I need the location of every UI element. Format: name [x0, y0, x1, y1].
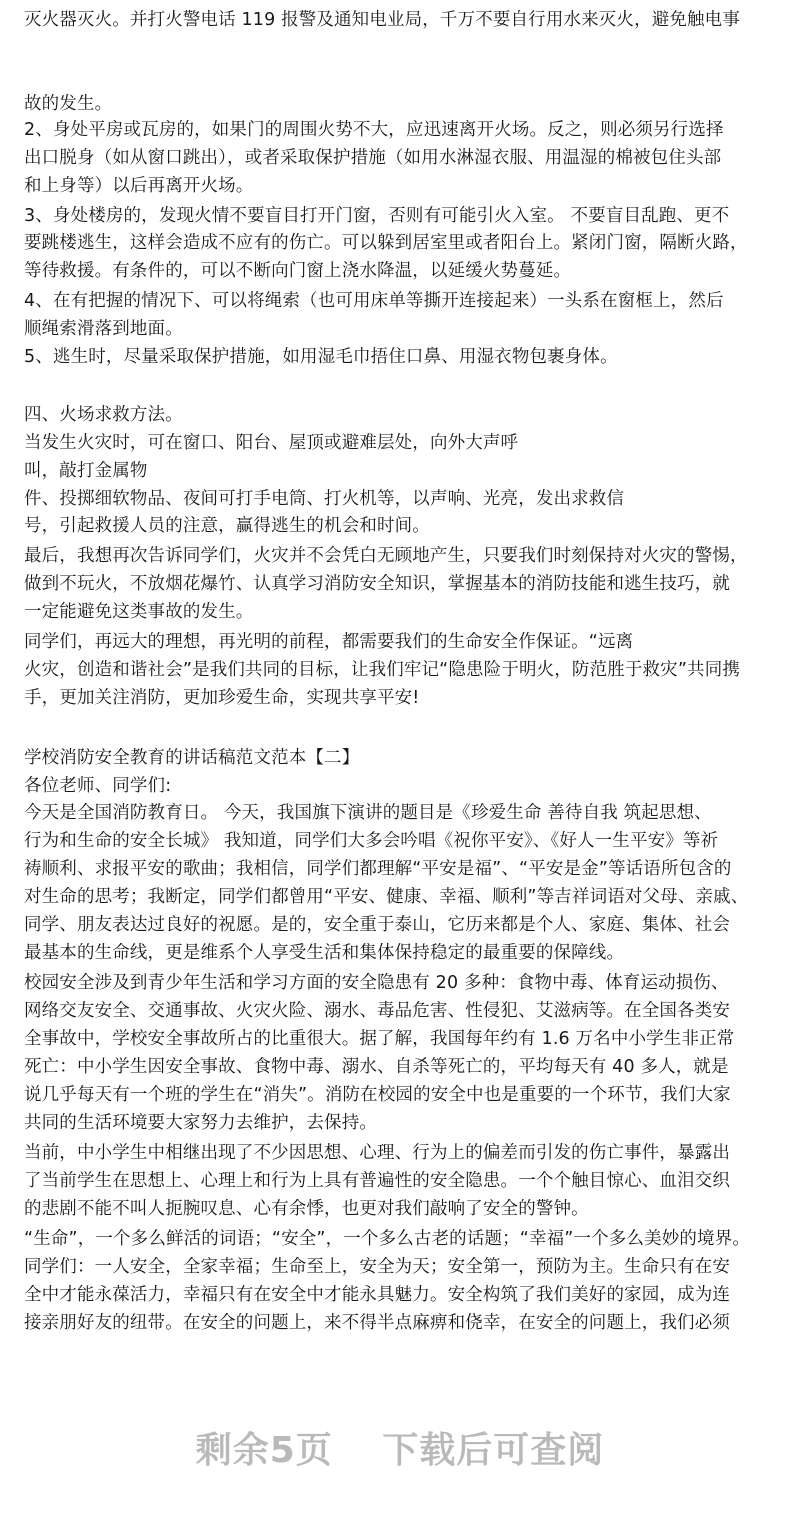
text-line: 和上身等）以后再离开火场。 [24, 176, 254, 196]
text-line: 5、逃生时，尽量采取保护措施，如用湿毛巾捂住口鼻、用湿衣物包裹身体。 [24, 347, 618, 367]
text-line: 出口脱身（如从窗口跳出），或者采取保护措施（如用水淋湿衣服、用温湿的棉被包住头部 [24, 148, 722, 168]
text-line: 3、身处楼房的，发现火情不要盲目打开门窗，否则有可能引火入室。 不要盲目乱跑、更不 [24, 206, 730, 226]
text-line: 做到不玩火，不放烟花爆竹、认真学习消防安全知识，掌握基本的消防技能和逃生技巧，就 [24, 574, 730, 594]
text-line: 各位老师、同学们: [24, 776, 172, 796]
text-line: 同学们：一人安全，全家幸福；生命至上，安全为天；安全第一，预防为主。生命只有在安 [24, 1257, 730, 1277]
text-line: 最后，我想再次告诉同学们，火灾并不会凭白无顾地产生，只要我们时刻保持对火灾的警惕， [24, 546, 748, 566]
text-line: 要跳楼逃生，这样会造成不应有的伤亡。可以躲到居室里或者阳台上。紧闭门窗，隔断火路， [24, 233, 748, 253]
text-line: 4、在有把握的情况下、可以将绳索（也可用床单等撕开连接起来）一头系在窗框上，然后 [24, 291, 724, 311]
text-line: 今天是全国消防教育日。 今天，我国旗下演讲的题目是《珍爱生命 善待自我 筑起思想、 [24, 803, 712, 823]
text-line: 灭火器灭火。并打火警电话 119 报警及通知电业局，千万不要自行用水来灭火，避免触电事 [24, 10, 740, 30]
text-line: 接亲朋好友的纽带。在安全的问题上，来不得半点麻痹和侥幸，在安全的问题上，我们必须 [24, 1313, 730, 1333]
text-line: 手，更加关注消防，更加珍爱生命，实现共享平安! [24, 688, 420, 708]
text-line: 等待救援。有条件的，可以不断向门窗上浇水降温，以延缓火势蔓延。 [24, 261, 572, 281]
text-line: 故的发生。 [24, 94, 113, 114]
text-line: 同学们，再远大的理想，再光明的前程，都需要我们的生命安全作保证。“远离 [24, 632, 634, 652]
text-line: 说几乎每天有一个班的学生在“消失”。消防在校园的安全中也是重要的一个环节，我们大家 [24, 1085, 731, 1105]
text-line: 四、火场求救方法。 [24, 405, 183, 425]
text-line: 全中才能永葆活力，幸福只有在安全中才能永具魅力。安全构筑了我们美好的家园，成为连 [24, 1285, 730, 1305]
text-line: 的悲剧不能不叫人扼腕叹息、心有余悸，也更对我们敲响了安全的警钟。 [24, 1199, 589, 1219]
text-line: 对生命的思考；我断定，同学们都曾用“平安、健康、幸福、顺利”等吉祥词语对父母、亲戚、 [24, 887, 749, 907]
download-banner[interactable] [0, 1422, 800, 1473]
text-line: 叫，敲打金属物 [24, 461, 148, 481]
text-line: 件、投掷细软物品、夜间可打手电筒、打火机等，以声响、光亮，发出求救信 [24, 489, 625, 509]
text-line: 校园安全涉及到青少年生活和学习方面的安全隐患有 20 多种：食物中毒、体育运动损伤、 [24, 973, 729, 993]
text-line: 共同的生活环境要大家努力去维护，去保持。 [24, 1113, 377, 1133]
text-line: 当发生火灾时，可在窗口、阳台、屋顶或避难层处，向外大声呼 [24, 433, 519, 453]
text-line: 全事故中，学校安全事故所占的比重很大。据了解，我国每年约有 1.6 万名中小学生非正常 [24, 1029, 735, 1049]
text-line: 号，引起救援人员的注意，赢得逃生的机会和时间。 [24, 516, 430, 536]
text-line: 祷顺利、求报平安的歌曲；我相信，同学们都理解“平安是福”、“平安是金”等话语所包含的 [24, 859, 732, 879]
text-line: 了当前学生在思想上、心理上和行为上具有普遍性的安全隐患。一个个触目惊心、血泪交织 [24, 1171, 730, 1191]
text-line: 死亡：中小学生因安全事故、食物中毒、溺水、自杀等死亡的，平均每天有 40 多人，就是 [24, 1057, 729, 1077]
text-line: “生命”，一个多么鲜活的词语；“安全”，一个多么古老的话题；“幸福”一个多么美妙的境界。 [24, 1229, 750, 1249]
text-line: 当前，中小学生中相继出现了不少因思想、心理、行为上的偏差而引发的伤亡事件，暴露出 [24, 1143, 730, 1163]
text-line: 同学、朋友表达过良好的祝愿。是的，安全重于泰山，它历来都是个人、家庭、集体、社会 [24, 915, 730, 935]
text-line: 火灾，创造和谐社会”是我们共同的目标，让我们牢记“隐患险于明火，防范胜于救灾”共同携 [24, 660, 740, 680]
download-hint-label: 下载后可查阅 [382, 1430, 605, 1471]
text-line: 网络交友安全、交通事故、火灾火险、溺水、毒品危害、性侵犯、艾滋病等。在全国各类安 [24, 1001, 730, 1021]
text-line: 学校消防安全教育的讲话稿范文范本【二】 [24, 748, 360, 768]
text-line: 最基本的生命线，更是维系个人享受生活和集体保持稳定的最重要的保障线。 [24, 943, 625, 963]
text-line: 顺绳索滑落到地面。 [24, 319, 183, 339]
remaining-pages-label: 剩余5页 [195, 1430, 333, 1471]
text-line: 2、身处平房或瓦房的，如果门的周围火势不大，应迅速离开火场。反之，则必须另行选择 [24, 120, 724, 140]
text-line: 行为和生命的安全长城》 我知道，同学们大多会吟唱《祝你平安》、《好人一生平安》等祈 [24, 831, 719, 851]
text-line: 一定能避免这类事故的发生。 [24, 602, 254, 622]
